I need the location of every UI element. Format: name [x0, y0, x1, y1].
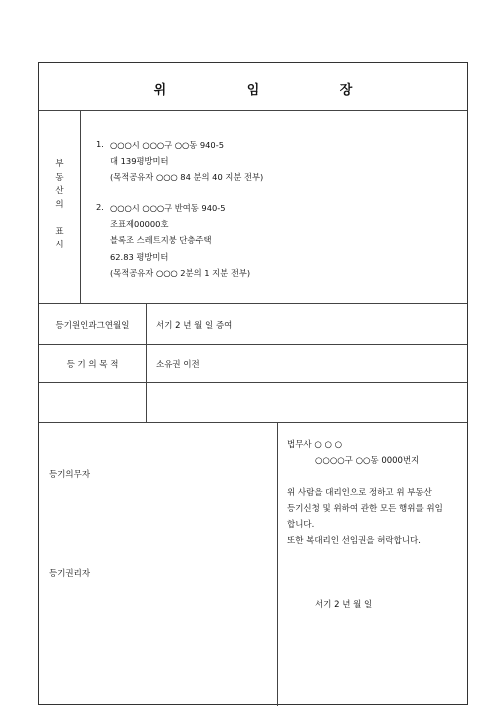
label-char: 표 [55, 226, 64, 237]
item1-address: ○○○시 ○○○구 ○○동 940-5 [110, 140, 224, 150]
divider [146, 303, 147, 422]
item1-share: (목적공유자 ○○○ 84 분의 40 지분 전부) [110, 172, 264, 182]
document-title: 위 임 장 [153, 83, 391, 98]
divider [80, 110, 81, 303]
item2-lot: 조표제00000호 [110, 219, 169, 229]
item1-area: 대 139평방미터 [110, 156, 169, 166]
item2-area: 62.83 평방미터 [110, 252, 169, 262]
purpose-label: 등 기 의 목 적 [66, 360, 119, 370]
cause-label: 등기원인과그연월일 [55, 321, 130, 331]
label-char: 산 [55, 186, 64, 196]
divider [277, 422, 278, 706]
divider [39, 303, 467, 304]
divider [39, 344, 467, 345]
agent-text-line: 합니다. [287, 520, 315, 530]
divider [39, 382, 467, 383]
obligor-label: 등기의무자 [49, 470, 91, 480]
divider [39, 110, 467, 111]
label-char: 부 [55, 159, 64, 169]
agent-address: ○○○○구 ○○동 0000번지 [315, 456, 420, 466]
agent-text-line: 또한 복대리인 선임권을 허락합니다. [287, 536, 421, 546]
agent-name: 법무사 ○ ○ ○ [287, 440, 342, 450]
label-char: 시 [55, 240, 64, 250]
label-char: 동 [55, 172, 64, 183]
property-label [39, 158, 80, 253]
item2-address: ○○○시 ○○○구 반여동 940-5 [110, 203, 226, 213]
divider [39, 422, 467, 423]
power-of-attorney-form [38, 62, 468, 705]
item2-structure: 블록조 스레트지붕 단층주택 [110, 235, 212, 245]
item2-share: (목적공유자 ○○○ 2분의 1 지분 전부) [110, 268, 251, 278]
signature-date: 서기 2 년 월 일 [315, 600, 373, 610]
item1-number: 1. [96, 139, 104, 149]
item2-number: 2. [96, 202, 104, 212]
purpose-value: 소유권 이전 [156, 360, 200, 370]
cause-value: 서기 2 년 월 일 증여 [156, 321, 233, 331]
agent-text-line: 위 사람을 대리인으로 정하고 위 부동산 [287, 488, 432, 498]
label-char: 의 [55, 199, 64, 210]
agent-text-line: 등기신청 및 위하여 관한 모든 행위를 위임 [287, 504, 443, 514]
label-char [39, 212, 80, 226]
holder-label: 등기권리자 [49, 569, 91, 579]
